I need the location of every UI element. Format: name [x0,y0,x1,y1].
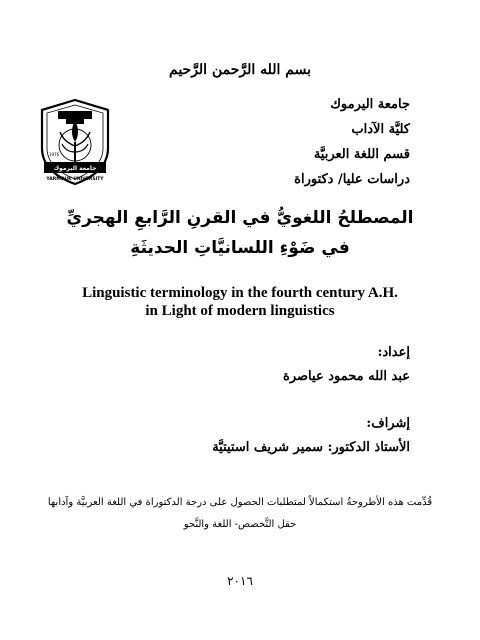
supervisor-label: إشراف: [366,416,410,431]
arabic-title-line-2: في ضَوْءِ اللسانيَّاتِ الحديثَةِ [130,238,350,258]
faculty-name: كليَّة الآداب [351,122,410,137]
logo-seal-icon [36,98,114,186]
yarmouk-university-logo [36,98,114,186]
english-title-line-1: Linguistic terminology in the fourth century A.H. [82,285,398,301]
author-name: عبد الله محمود عياصرة [283,369,410,384]
university-info [294,92,410,192]
supervisor-name: الأستاذ الدكتور: سمير شريف استيتيَّة [212,440,410,455]
submission-statement: قُدِّمت هذه الأطروحةُ استكمالاً لمتطلبات الحصول على درجة الدكتوراة في اللغة العربيَّة وآدابها [47,497,433,508]
specialization-field: حقل التَّخصص- اللغة والنَّحو [183,519,297,530]
program-name: دراسات عليا/ دكتوراة [294,172,410,187]
department-name: قسم اللغة العربيَّة [313,147,410,162]
year: ٢٠١٦ [227,574,253,588]
university-name: جامعة اليرموك [330,97,410,112]
logo-arabic-text: جامعة اليرموك [53,165,97,172]
basmala: بسم الله الرَّحمن الرَّحيم [169,62,311,78]
arabic-title-line-1: المصطلحُ اللغويُّ في القرنِ الرَّابعِ الهجريِّ [66,208,414,228]
prepared-by-label: إعداد: [377,345,410,360]
logo-english-text: YARMOUK UNIVERSITY [46,177,104,182]
logo-year-text: 1976 [49,152,60,157]
english-title-line-2: in Light of modern linguistics [145,303,335,319]
